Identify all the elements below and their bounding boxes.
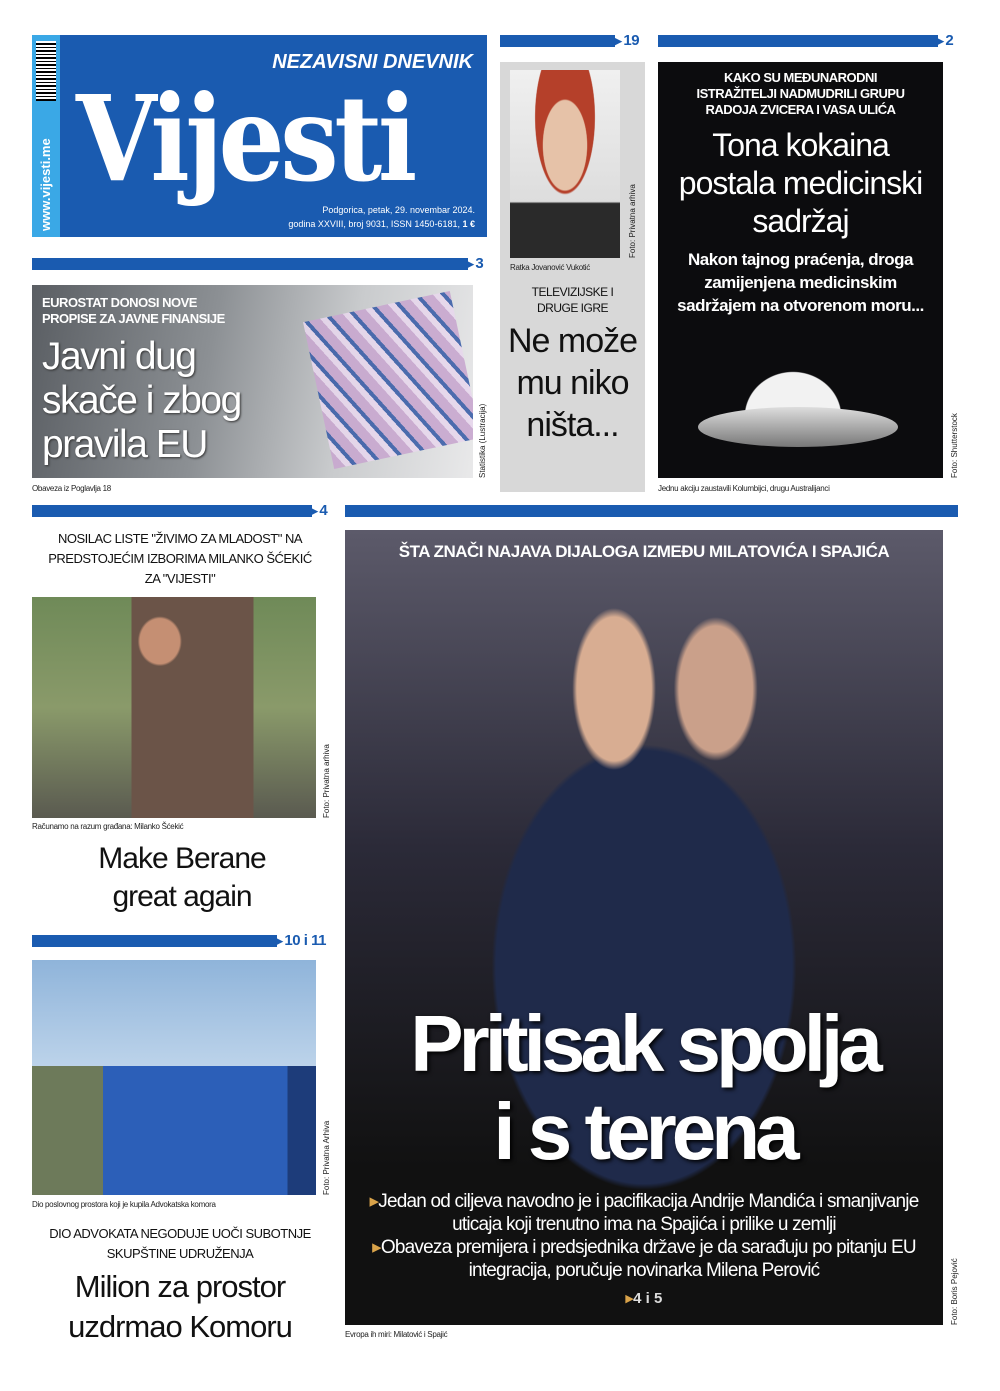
komora-kicker: DIO ADVOKATA NEGODUJE UOČI SUBOTNJE SKUPŠTINE UDRUŽENJA	[49, 1226, 311, 1261]
price: 1 €	[462, 219, 475, 229]
bullet	[349, 1190, 939, 1236]
photo-caption: Jednu akciju zaustavili Kolumbijci, drugu Australijanci	[658, 484, 830, 493]
page-ref[interactable]: ▶ 2	[937, 35, 953, 47]
banknotes-image	[303, 291, 473, 469]
main-kicker: ŠTA ZNAČI NAJAVA DIJALOGA IZMEĐU MILATOVIĆA I SPAJIĆA	[398, 542, 890, 561]
portrait-photo	[510, 70, 620, 258]
photo-caption: Obaveza iz Poglavlja 18	[32, 484, 111, 493]
photo-credit: Foto: Boris Pejović	[950, 1258, 959, 1325]
headline-line: great again	[112, 880, 252, 913]
logo-title: Vijesti	[76, 69, 413, 208]
photo-credit: Foto: Shutterstock	[950, 413, 959, 478]
section-bar	[658, 35, 938, 47]
photo-caption: Ratka Jovanović Vukotić	[510, 263, 590, 272]
column-story[interactable]	[500, 62, 645, 492]
column-headline[interactable]: Ne može mu niko ništa...	[507, 322, 638, 444]
photo-credit: Foto: Privatna arhiva	[322, 744, 331, 818]
photo-caption: Dio poslovnog prostora koji je kupila Advokatska komora	[32, 1200, 216, 1209]
bullet	[349, 1236, 939, 1282]
page-ref[interactable]: ▶ 3	[467, 258, 483, 270]
arrow-icon: ▸	[625, 1290, 634, 1307]
photo-caption: Evropa ih miri: Milatović i Spajić	[345, 1330, 448, 1339]
main-story[interactable]	[345, 530, 943, 1325]
page-ref[interactable]: ▶ 19	[615, 35, 639, 47]
page-ref[interactable]: ▶ 4	[311, 505, 327, 517]
komora-headline[interactable]	[25, 1267, 335, 1347]
building-photo[interactable]	[32, 960, 316, 1195]
tagline: NEZAVISNI DNEVNIK	[272, 51, 473, 73]
barcode-icon	[36, 41, 56, 101]
website[interactable]: www.vijesti.me	[38, 138, 53, 231]
bullet-text: Jedan od ciljeva navodno je i pacifikacija Andrije Mandića i smanjivanje uticaja koji trenutno ima na Spajića i prilike u zemlji	[378, 1191, 919, 1235]
photo-credit: Foto: Privatna arhiva	[628, 184, 637, 258]
main-text-block	[349, 1190, 939, 1308]
eurostat-story[interactable]	[32, 285, 473, 478]
main-headline[interactable]	[345, 1000, 943, 1176]
bullet-arrow-icon: ▸	[372, 1237, 381, 1258]
cocaine-story[interactable]	[658, 62, 943, 478]
dateline: Podgorica, petak, 29. novembar 2024.	[322, 205, 475, 215]
masthead	[32, 35, 487, 237]
page-ref[interactable]: ▶ 10 i 11	[276, 935, 326, 947]
column-kicker: TELEVIZIJSKE I DRUGE IGRE	[531, 285, 614, 315]
scekic-photo[interactable]	[32, 597, 316, 818]
headline-line: Pritisak spolja	[410, 999, 878, 1088]
headline-line: uzdrmao Komoru	[68, 1309, 292, 1344]
cocaine-subhead: Nakon tajnog praćenja, droga zamijenjena medicinskim sadržajem na otvorenom moru...	[677, 250, 924, 315]
headline-line: Milion za prostor	[74, 1269, 286, 1304]
plate-image	[698, 407, 898, 447]
cocaine-headline[interactable]: Tona kokaina postala medicinski sadržaj	[678, 127, 923, 239]
bullet-text: Obaveza premijera i predsjednika države je da sarađuju po pitanju EU integracija, poručuje novinarka Milena Perović	[380, 1237, 916, 1281]
photo-credit: Statistika (Lustracija)	[478, 403, 487, 478]
page-ref-text: 4 i 5	[633, 1290, 663, 1307]
issue-info: godina XXVIII, broj 9031, ISSN 1450-6181,	[288, 219, 460, 229]
bullet-arrow-icon: ▸	[369, 1191, 379, 1212]
section-bar	[32, 935, 277, 947]
section-bar	[32, 505, 312, 517]
berane-headline[interactable]	[32, 840, 332, 916]
section-bar	[500, 35, 615, 47]
headline-line: Make Berane	[98, 842, 266, 875]
eurostat-kicker: EUROSTAT DONOSI NOVE PROPISE ZA JAVNE FINANSIJE	[42, 295, 225, 326]
photo-credit: Foto: Privatna Arhiva	[322, 1120, 331, 1195]
main-bullets	[349, 1190, 939, 1282]
headline-line: i s terena	[493, 1087, 795, 1176]
cocaine-kicker: KAKO SU MEĐUNARODNI ISTRAŽITELJI NADMUDRILI GRUPU RADOJA ZVICERA I VASA ULIĆA	[696, 70, 905, 117]
page-ref[interactable]	[626, 1290, 663, 1308]
berane-kicker: NOSILAC LISTE "ŽIVIMO ZA MLADOST" NA PREDSTOJEĆIM IZBORIMA MILANKO ŠĆEKIĆ ZA "VIJESTI"	[48, 531, 312, 586]
issue-line	[288, 219, 475, 230]
section-bar	[345, 505, 958, 517]
photo-caption: Računamo na razum građana: Milanko Šćekić	[32, 822, 184, 831]
section-bar	[32, 258, 468, 270]
eurostat-headline[interactable]: Javni dug skače i zbog pravila EU	[42, 335, 241, 466]
